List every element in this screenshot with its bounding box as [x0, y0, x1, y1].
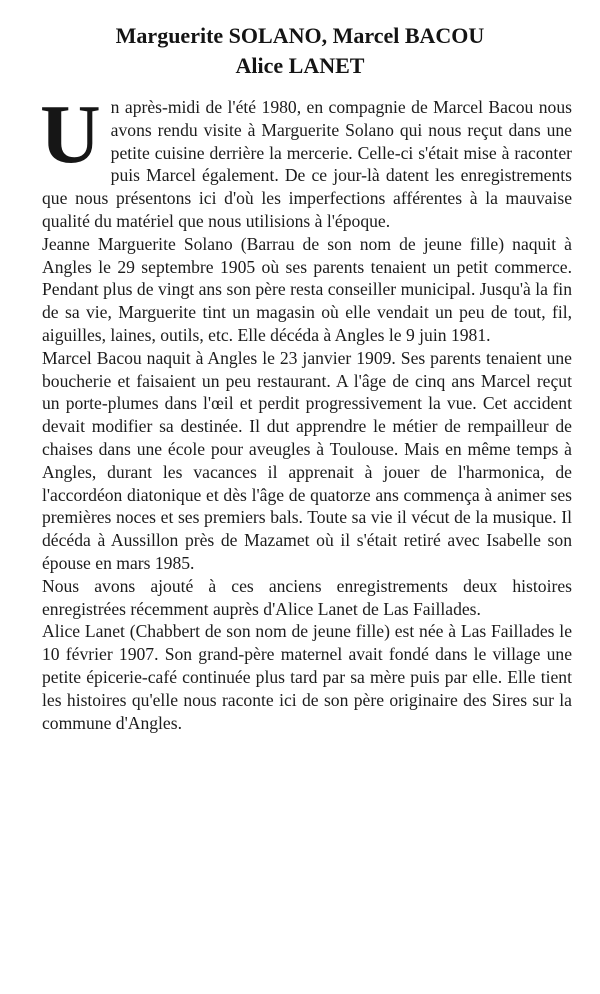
paragraph-intro-text: n après-midi de l'été 1980, en compagnie de Marcel Bacou nous avons rendu visite à Marguerite Solano qui nous reçut dans une petite cuisine derrière la mercerie. Celle-ci s'était mise à raconter puis Marcel également. De ce jour-là datent les enregistrements que nous présentons ici d'où les imperfections afférentes à la mauvaise qualité du matériel que nous utilisions à l'époque.	[42, 97, 572, 231]
page-title: Marguerite SOLANO, Marcel BACOU	[115, 23, 485, 48]
drop-cap: U	[40, 88, 101, 181]
page-subtitle: Alice LANET	[235, 53, 365, 78]
article-body	[40, 88, 572, 734]
paragraph-intro	[40, 88, 572, 233]
paragraph-marcel: Marcel Bacou naquit à Angles le 23 janvier 1909. Ses parents tenaient une boucherie et faisaient un peu restaurant. A l'âge de cinq ans Marcel reçut un porte-plumes dans l'œil et perdit progressivement la vue. Cet accident devait modifier sa destinée. Il dut apprendre le métier de rempailleur de chaises dans une école pour aveugles à Toulouse. Mais en même temps à Angles, durant les vacances il apprenait à jouer de l'harmonica, de l'accordéon diatonique et dès l'âge de quatorze ans commença à animer ses premières noces et ses premiers bals. Toute sa vie il vécut de la musique. Il décéda à Aussillon près de Mazamet où il s'était retiré avec Isabelle son épouse en mars 1985.	[42, 347, 572, 573]
paragraph-marguerite: Jeanne Marguerite Solano (Barrau de son nom de jeune fille) naquit à Angles le 29 septembre 1905 où ses parents tenaient un petit commerce. Pendant plus de vingt ans son père resta conseiller municipal. Jusqu'à la fin de sa vie, Marguerite tint un magasin où elle vendait un peu de tout, fil, aiguilles, laines, outils, etc. Elle décéda à Angles le 9 juin 1981.	[42, 233, 572, 345]
paragraph-alice: Alice Lanet (Chabbert de son nom de jeune fille) est née à Las Faillades le 10 février 1907. Son grand-père maternel avait fondé dans le village une petite épicerie-café continuée plus tard par sa mère puis par elle. Elle tient les histoires qu'elle nous raconte ici de son père originaire des Sires sur la commune d'Angles.	[42, 621, 572, 733]
paragraph-recordings: Nous avons ajouté à ces anciens enregistrements deux histoires enregistrées récemment auprès d'Alice Lanet de Las Faillades.	[42, 575, 572, 619]
